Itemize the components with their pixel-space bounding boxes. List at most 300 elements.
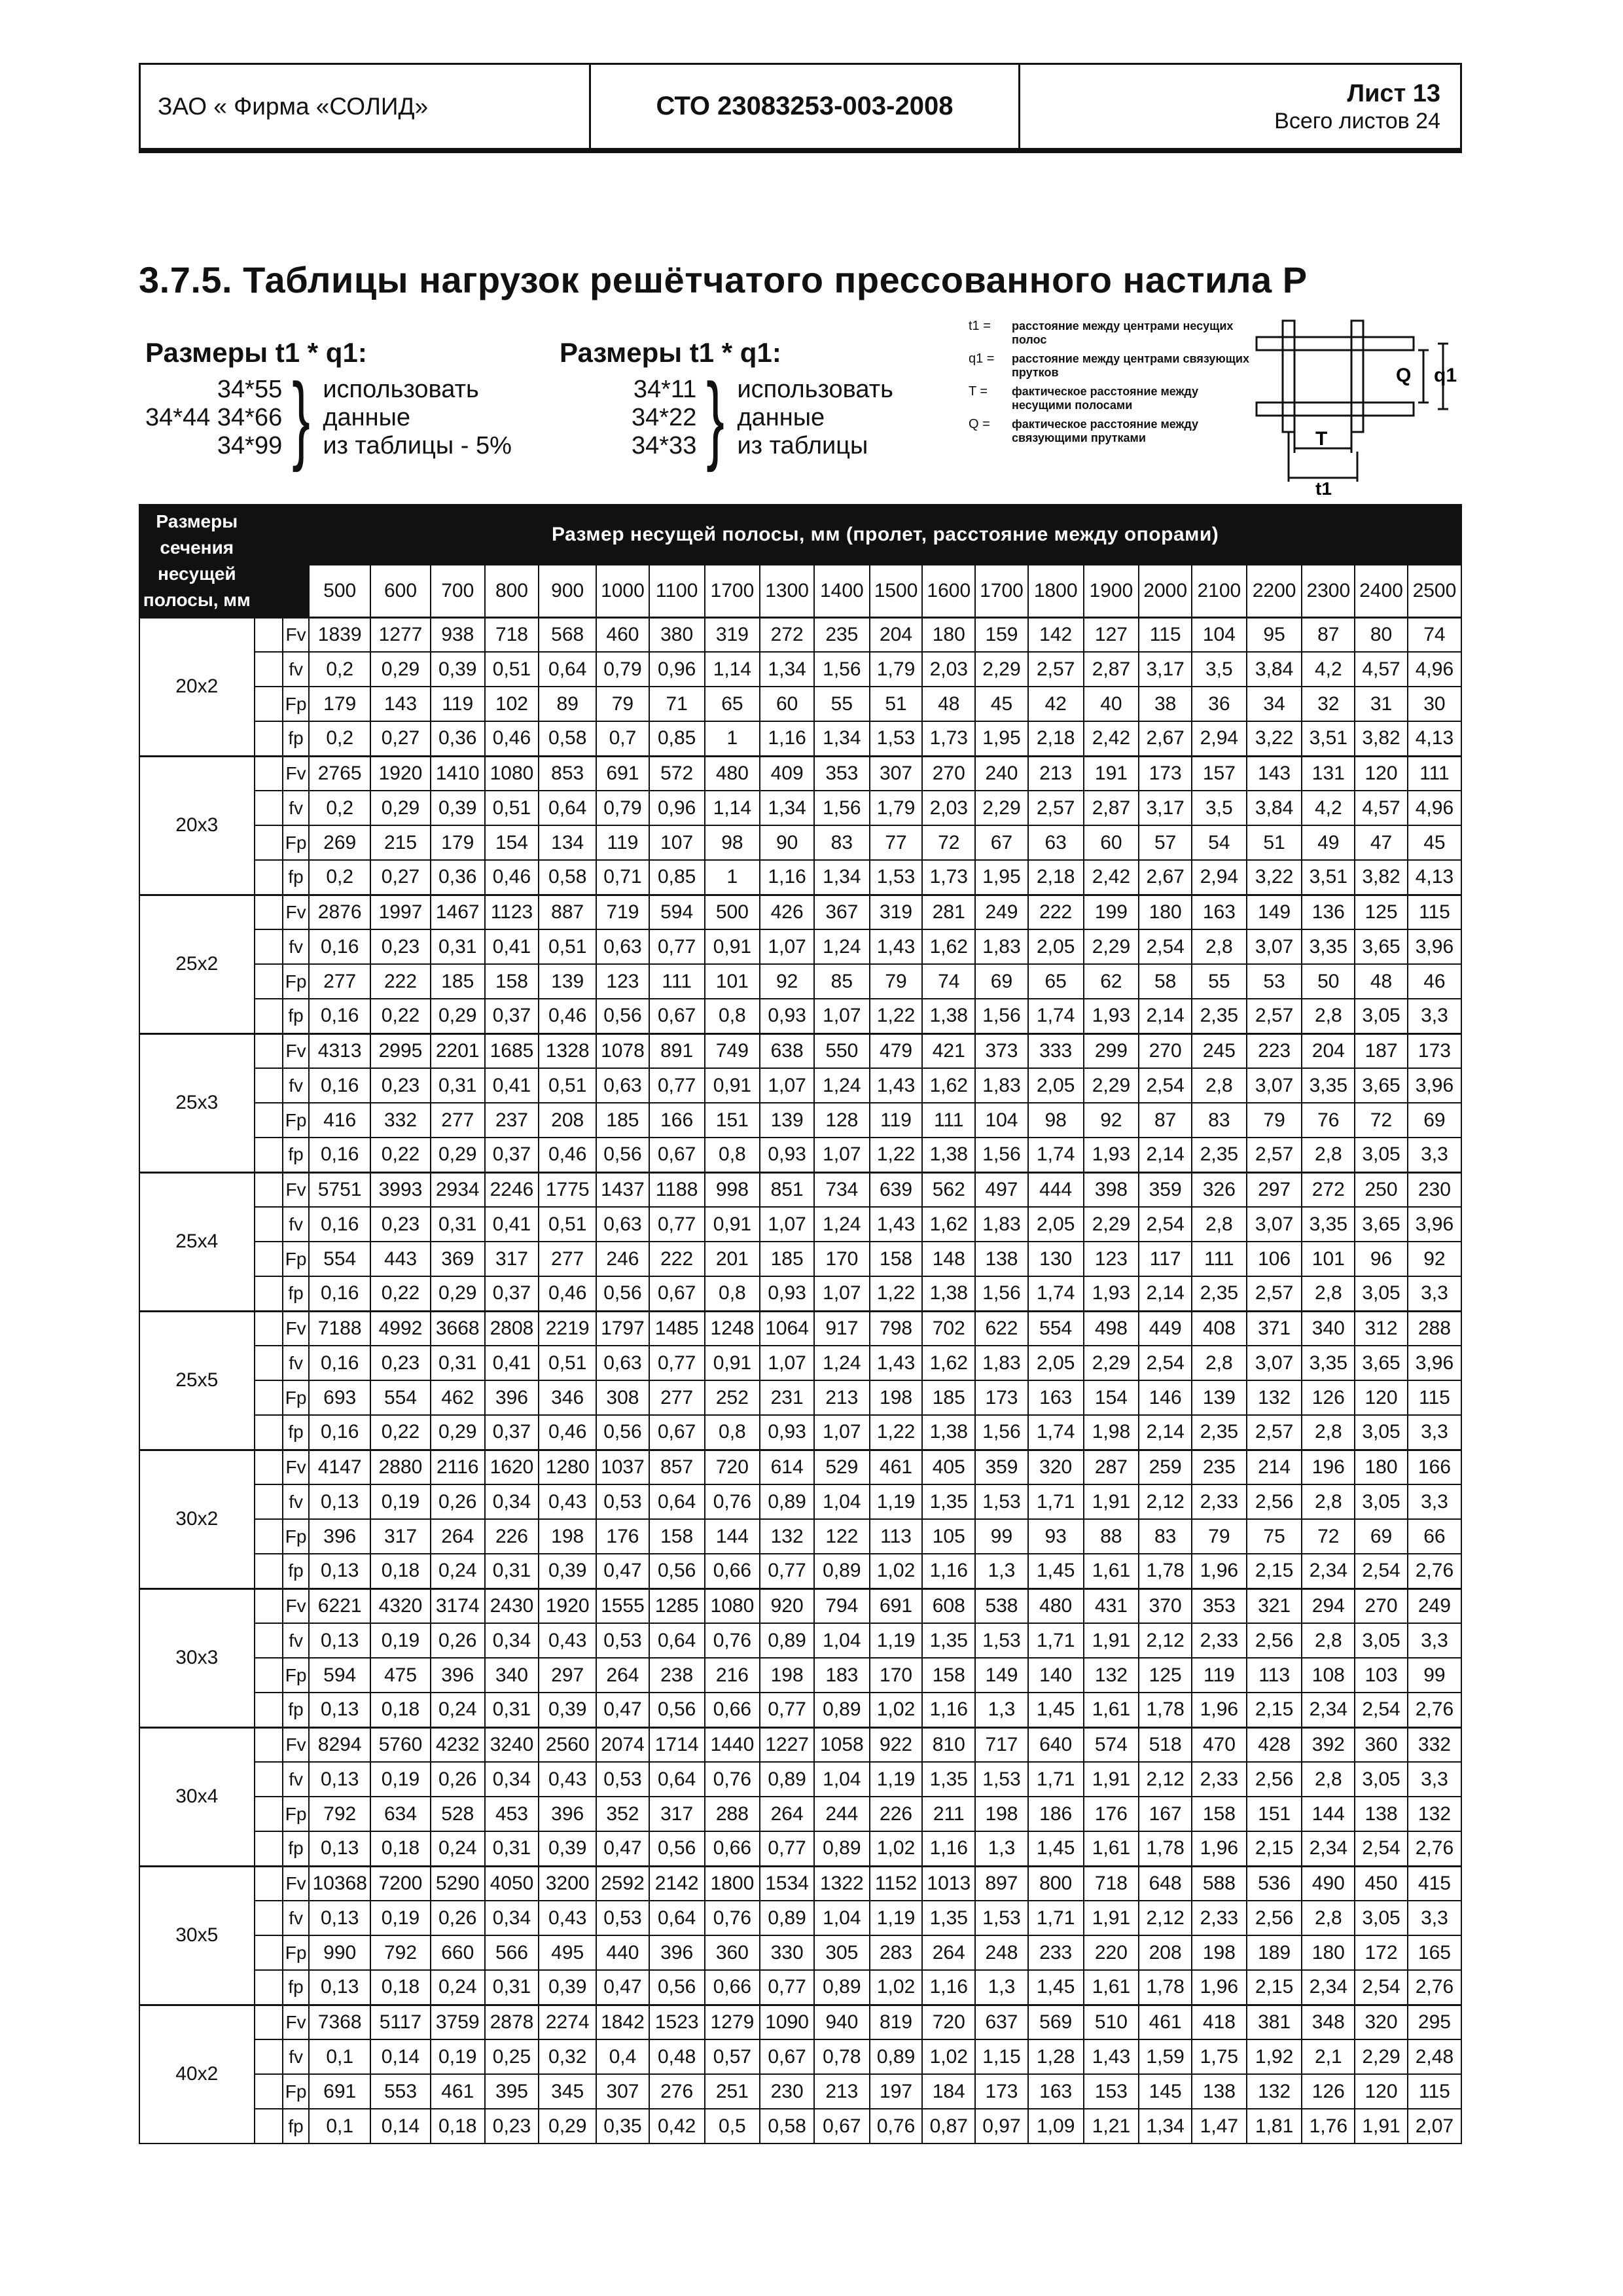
value-cell: 199	[1084, 895, 1139, 929]
value-cell: 158	[485, 964, 539, 999]
value-cell: 101	[1302, 1242, 1355, 1276]
value-cell: 2,54	[1139, 1346, 1192, 1380]
value-cell: 173	[1139, 756, 1192, 791]
span-length-cell: 1700	[975, 565, 1028, 617]
value-cell: 1,47	[1192, 2109, 1247, 2144]
value-cell: 2592	[596, 1866, 649, 1901]
value-cell: 2,35	[1192, 1415, 1247, 1450]
value-cell: 428	[1247, 1727, 1302, 1762]
note-line: использовать	[737, 375, 893, 403]
value-cell: 7368	[309, 2005, 370, 2039]
load-type-cell: fv	[283, 652, 309, 687]
value-cell: 222	[649, 1242, 705, 1276]
value-cell: 250	[1355, 1172, 1408, 1207]
value-cell: 562	[922, 1172, 975, 1207]
value-cell: 0,2	[309, 652, 370, 687]
value-cell: 2,14	[1139, 999, 1192, 1033]
table-row	[139, 687, 1461, 721]
table-row	[139, 1276, 1461, 1311]
value-cell: 233	[1028, 1935, 1084, 1970]
value-cell: 185	[431, 964, 485, 999]
section-size-cell: 30x5	[139, 1866, 255, 2005]
value-cell: 0,34	[485, 1484, 539, 1519]
value-cell: 2,54	[1139, 1207, 1192, 1242]
value-cell: 0,51	[539, 1346, 596, 1380]
value-cell: 0,89	[760, 1623, 814, 1658]
value-cell: 345	[539, 2074, 596, 2109]
value-cell: 5751	[309, 1172, 370, 1207]
value-cell: 123	[1084, 1242, 1139, 1276]
value-cell: 0,58	[539, 721, 596, 756]
value-cell: 99	[1408, 1658, 1461, 1693]
load-type-cell: Fv	[283, 1311, 309, 1346]
value-cell: 853	[539, 756, 596, 791]
value-cell: 1523	[649, 2005, 705, 2039]
value-cell: 4,96	[1408, 652, 1461, 687]
load-type-cell: Fv	[283, 617, 309, 652]
value-cell: 0,67	[649, 999, 705, 1033]
value-cell: 0,63	[596, 1068, 649, 1103]
value-cell: 42	[1028, 687, 1084, 721]
value-cell: 131	[1302, 756, 1355, 791]
value-cell: 0,24	[431, 1693, 485, 1727]
value-cell: 416	[309, 1103, 370, 1138]
value-cell: 0,53	[596, 1901, 649, 1935]
table-row	[139, 1935, 1461, 1970]
span-length-cell: 1600	[922, 565, 975, 617]
load-type-cell: fp	[283, 999, 309, 1033]
load-type-cell: Fv	[283, 1866, 309, 1901]
blank-cell	[255, 721, 283, 756]
value-cell: 3,65	[1355, 929, 1408, 964]
value-cell: 222	[1028, 895, 1084, 929]
load-type-cell: fp	[283, 721, 309, 756]
load-type-cell: Fv	[283, 756, 309, 791]
value-cell: 159	[975, 617, 1028, 652]
value-cell: 208	[539, 1103, 596, 1138]
value-cell: 0,14	[370, 2109, 431, 2144]
table-row	[139, 617, 1461, 652]
value-cell: 238	[649, 1658, 705, 1693]
value-cell: 380	[649, 617, 705, 652]
value-cell: 204	[870, 617, 923, 652]
blank-cell	[255, 1450, 283, 1484]
value-cell: 3174	[431, 1588, 485, 1623]
value-cell: 440	[596, 1935, 649, 1970]
value-cell: 1,62	[922, 1346, 975, 1380]
value-cell: 204	[1302, 1033, 1355, 1068]
value-cell: 330	[760, 1935, 814, 1970]
value-cell: 0,76	[705, 1762, 760, 1797]
value-cell: 230	[1408, 1172, 1461, 1207]
value-cell: 702	[922, 1311, 975, 1346]
value-cell: 119	[431, 687, 485, 721]
value-cell: 3,3	[1408, 1138, 1461, 1172]
value-cell: 213	[1028, 756, 1084, 791]
blank-cell	[255, 1207, 283, 1242]
value-cell: 0,18	[370, 1693, 431, 1727]
size-block-heading: Размеры t1 * q1:	[145, 337, 367, 368]
value-cell: 1685	[485, 1033, 539, 1068]
value-cell: 528	[431, 1797, 485, 1831]
value-cell: 3,96	[1408, 1346, 1461, 1380]
value-cell: 734	[814, 1172, 870, 1207]
value-cell: 0,47	[596, 1554, 649, 1588]
value-cell: 0,22	[370, 999, 431, 1033]
value-cell: 0,29	[370, 791, 431, 825]
value-cell: 0,56	[649, 1554, 705, 1588]
value-cell: 142	[1028, 617, 1084, 652]
value-cell: 639	[870, 1172, 923, 1207]
value-cell: 0,22	[370, 1276, 431, 1311]
blank-cell	[255, 687, 283, 721]
table-row	[139, 1380, 1461, 1415]
value-cell: 4,57	[1355, 791, 1408, 825]
value-cell: 0,89	[814, 1693, 870, 1727]
value-cell: 353	[814, 756, 870, 791]
value-cell: 151	[705, 1103, 760, 1138]
brace-icon: }	[292, 363, 311, 473]
load-type-cell: Fv	[283, 2005, 309, 2039]
value-cell: 0,16	[309, 1276, 370, 1311]
value-cell: 113	[870, 1519, 923, 1554]
value-cell: 1248	[705, 1311, 760, 1346]
value-cell: 149	[975, 1658, 1028, 1693]
value-cell: 0,89	[760, 1762, 814, 1797]
table-row	[139, 1797, 1461, 1831]
value-cell: 231	[760, 1380, 814, 1415]
value-cell: 1,83	[975, 929, 1028, 964]
value-cell: 1,71	[1028, 1484, 1084, 1519]
value-cell: 0,58	[539, 860, 596, 895]
load-type-cell: fv	[283, 1762, 309, 1797]
value-cell: 1064	[760, 1311, 814, 1346]
value-cell: 123	[596, 964, 649, 999]
value-cell: 1,34	[814, 721, 870, 756]
value-cell: 96	[1355, 1242, 1408, 1276]
value-cell: 594	[649, 895, 705, 929]
load-type-cell: fp	[283, 1693, 309, 1727]
value-cell: 198	[1192, 1935, 1247, 1970]
value-cell: 173	[975, 2074, 1028, 2109]
value-cell: 1,83	[975, 1346, 1028, 1380]
value-cell: 4313	[309, 1033, 370, 1068]
value-cell: 1322	[814, 1866, 870, 1901]
value-cell: 3,05	[1355, 1762, 1408, 1797]
value-cell: 453	[485, 1797, 539, 1831]
load-type-cell: Fp	[283, 1380, 309, 1415]
legend-text: фактическое расстояние между несущими полосами	[1012, 385, 1198, 412]
value-cell: 5290	[431, 1866, 485, 1901]
value-cell: 74	[1408, 617, 1461, 652]
legend-symbol: t1 =	[969, 319, 991, 333]
value-cell: 3759	[431, 2005, 485, 2039]
value-cell: 0,71	[596, 860, 649, 895]
value-cell: 720	[922, 2005, 975, 2039]
value-cell: 85	[814, 964, 870, 999]
blank-cell	[255, 652, 283, 687]
value-cell: 0,13	[309, 1484, 370, 1519]
span-length-cell: 800	[485, 565, 539, 617]
value-cell: 2,05	[1028, 1346, 1084, 1380]
value-cell: 62	[1084, 964, 1139, 999]
value-cell: 1,78	[1139, 1831, 1192, 1866]
table-row	[139, 1207, 1461, 1242]
value-cell: 111	[1408, 756, 1461, 791]
value-cell: 60	[760, 687, 814, 721]
value-cell: 2,34	[1302, 1554, 1355, 1588]
value-cell: 128	[814, 1103, 870, 1138]
value-cell: 249	[1408, 1588, 1461, 1623]
value-cell: 0,37	[485, 1276, 539, 1311]
value-cell: 3,07	[1247, 1207, 1302, 1242]
load-type-cell: fv	[283, 1901, 309, 1935]
value-cell: 2,94	[1192, 860, 1247, 895]
span-length-cell: 2200	[1247, 565, 1302, 617]
value-cell: 594	[309, 1658, 370, 1693]
table-corner-header: Размеры сечения несущей полосы, мм	[139, 505, 255, 617]
value-cell: 3,22	[1247, 721, 1302, 756]
value-cell: 396	[309, 1519, 370, 1554]
value-cell: 497	[975, 1172, 1028, 1207]
span-header: Размер несущей полосы, мм (пролет, расстояние между опорами)	[309, 505, 1461, 565]
value-cell: 92	[760, 964, 814, 999]
value-cell: 4,2	[1302, 791, 1355, 825]
value-cell: 566	[485, 1935, 539, 1970]
value-cell: 3,96	[1408, 929, 1461, 964]
blank-cell	[255, 2109, 283, 2144]
value-cell: 92	[1084, 1103, 1139, 1138]
value-cell: 0,77	[649, 1207, 705, 1242]
blank-cell	[255, 1797, 283, 1831]
value-cell: 51	[870, 687, 923, 721]
value-cell: 2,35	[1192, 1276, 1247, 1311]
value-cell: 2,35	[1192, 1138, 1247, 1172]
size-block-1	[145, 337, 512, 473]
value-cell: 0,67	[649, 1138, 705, 1172]
value-cell: 500	[705, 895, 760, 929]
value-cell: 0,16	[309, 1068, 370, 1103]
value-cell: 922	[870, 1727, 923, 1762]
value-cell: 0,39	[539, 1693, 596, 1727]
value-cell: 183	[814, 1658, 870, 1693]
blank-cell	[255, 1935, 283, 1970]
legend-item	[969, 418, 1257, 445]
value-cell: 0,91	[705, 929, 760, 964]
value-cell: 2,12	[1139, 1901, 1192, 1935]
value-cell: 0,51	[539, 1207, 596, 1242]
value-cell: 3,3	[1408, 1276, 1461, 1311]
value-cell: 1,74	[1028, 999, 1084, 1033]
value-cell: 0,31	[485, 1693, 539, 1727]
value-cell: 122	[814, 1519, 870, 1554]
value-cell: 72	[1355, 1103, 1408, 1138]
value-cell: 443	[370, 1242, 431, 1276]
value-cell: 277	[309, 964, 370, 999]
table-row	[139, 999, 1461, 1033]
value-cell: 0,51	[485, 652, 539, 687]
value-cell: 213	[814, 1380, 870, 1415]
value-cell: 1,3	[975, 1831, 1028, 1866]
value-cell: 717	[975, 1727, 1028, 1762]
value-cell: 0,46	[539, 999, 596, 1033]
blank-cell	[255, 2074, 283, 2109]
value-cell: 332	[1408, 1727, 1461, 1762]
blank-cell	[255, 1346, 283, 1380]
value-cell: 3,51	[1302, 860, 1355, 895]
value-cell: 405	[922, 1450, 975, 1484]
value-cell: 2274	[539, 2005, 596, 2039]
value-cell: 0,97	[975, 2109, 1028, 2144]
value-cell: 0,41	[485, 1346, 539, 1380]
value-cell: 800	[1028, 1866, 1084, 1901]
value-cell: 34	[1247, 687, 1302, 721]
value-cell: 40	[1084, 687, 1139, 721]
value-cell: 132	[1408, 1797, 1461, 1831]
value-cell: 0,77	[649, 1346, 705, 1380]
value-cell: 1,21	[1084, 2109, 1139, 2144]
brace-icon: }	[706, 363, 725, 473]
value-cell: 0,31	[431, 1346, 485, 1380]
value-cell: 3,5	[1192, 652, 1247, 687]
value-cell: 2,8	[1302, 1762, 1355, 1797]
value-cell: 297	[539, 1658, 596, 1693]
value-cell: 1037	[596, 1450, 649, 1484]
value-cell: 222	[370, 964, 431, 999]
value-cell: 0,79	[596, 652, 649, 687]
value-cell: 1	[705, 721, 760, 756]
value-cell: 186	[1028, 1797, 1084, 1831]
value-cell: 176	[1084, 1797, 1139, 1831]
value-cell: 990	[309, 1935, 370, 1970]
value-cell: 0,77	[760, 1970, 814, 2005]
blank-cell	[255, 1068, 283, 1103]
span-length-cell: 500	[309, 565, 370, 617]
value-cell: 1485	[649, 1311, 705, 1346]
value-cell: 1,62	[922, 1207, 975, 1242]
value-cell: 244	[814, 1797, 870, 1831]
value-cell: 2,57	[1028, 652, 1084, 687]
value-cell: 111	[922, 1103, 975, 1138]
value-cell: 1,43	[870, 1068, 923, 1103]
value-cell: 0,47	[596, 1693, 649, 1727]
value-cell: 810	[922, 1727, 975, 1762]
load-type-cell: Fp	[283, 687, 309, 721]
value-cell: 480	[705, 756, 760, 791]
value-cell: 2,18	[1028, 721, 1084, 756]
table-row	[139, 1415, 1461, 1450]
value-cell: 2,34	[1302, 1831, 1355, 1866]
value-cell: 288	[1408, 1311, 1461, 1346]
value-cell: 1,3	[975, 1554, 1028, 1588]
value-cell: 299	[1084, 1033, 1139, 1068]
load-type-cell: fv	[283, 2039, 309, 2074]
value-cell: 294	[1302, 1588, 1355, 1623]
value-cell: 321	[1247, 1588, 1302, 1623]
value-cell: 518	[1139, 1727, 1192, 1762]
value-cell: 1,92	[1247, 2039, 1302, 2074]
value-cell: 136	[1302, 895, 1355, 929]
value-cell: 249	[975, 895, 1028, 929]
value-cell: 0,31	[431, 1207, 485, 1242]
value-cell: 0,89	[814, 1970, 870, 2005]
value-cell: 0,64	[649, 1762, 705, 1797]
value-cell: 79	[870, 964, 923, 999]
value-cell: 1842	[596, 2005, 649, 2039]
value-cell: 0,51	[485, 791, 539, 825]
value-cell: 1,04	[814, 1623, 870, 1658]
value-cell: 3,65	[1355, 1068, 1408, 1103]
value-cell: 3,3	[1408, 1415, 1461, 1450]
value-cell: 819	[870, 2005, 923, 2039]
value-cell: 431	[1084, 1588, 1139, 1623]
value-cell: 132	[1084, 1658, 1139, 1693]
value-cell: 179	[431, 825, 485, 860]
value-cell: 1,56	[975, 999, 1028, 1033]
value-cell: 98	[705, 825, 760, 860]
value-cell: 1,96	[1192, 1693, 1247, 1727]
table-row	[139, 1623, 1461, 1658]
value-cell: 2,42	[1084, 860, 1139, 895]
value-cell: 1,53	[975, 1484, 1028, 1519]
value-cell: 691	[596, 756, 649, 791]
blank-cell	[255, 617, 283, 652]
value-cell: 0,46	[539, 1276, 596, 1311]
load-type-cell: Fv	[283, 1450, 309, 1484]
table-row	[139, 895, 1461, 929]
value-cell: 0,22	[370, 1138, 431, 1172]
value-cell: 0,16	[309, 1207, 370, 1242]
value-cell: 264	[760, 1797, 814, 1831]
value-cell: 0,31	[485, 1970, 539, 2005]
value-cell: 191	[1084, 756, 1139, 791]
table-row	[139, 1970, 1461, 2005]
value-cell: 917	[814, 1311, 870, 1346]
value-cell: 0,46	[539, 1415, 596, 1450]
value-cell: 415	[1408, 1866, 1461, 1901]
value-cell: 90	[760, 825, 814, 860]
value-cell: 0,89	[760, 1901, 814, 1935]
value-cell: 0,79	[596, 791, 649, 825]
value-cell: 75	[1247, 1519, 1302, 1554]
value-cell: 693	[309, 1380, 370, 1415]
value-cell: 371	[1247, 1311, 1302, 1346]
value-cell: 126	[1302, 1380, 1355, 1415]
value-cell: 320	[1355, 2005, 1408, 2039]
value-cell: 568	[539, 617, 596, 652]
value-cell: 87	[1302, 617, 1355, 652]
value-cell: 288	[705, 1797, 760, 1831]
value-cell: 2,48	[1408, 2039, 1461, 2074]
value-cell: 277	[431, 1103, 485, 1138]
value-cell: 510	[1084, 2005, 1139, 2039]
load-type-cell: Fp	[283, 964, 309, 999]
value-cell: 173	[975, 1380, 1028, 1415]
load-type-cell: Fp	[283, 1242, 309, 1276]
value-cell: 396	[649, 1935, 705, 1970]
value-cell: 5760	[370, 1727, 431, 1762]
value-cell: 76	[1302, 1103, 1355, 1138]
value-cell: 140	[1028, 1658, 1084, 1693]
value-cell: 0,56	[596, 1415, 649, 1450]
value-cell: 0,53	[596, 1623, 649, 1658]
value-cell: 1,16	[922, 1554, 975, 1588]
value-cell: 144	[705, 1519, 760, 1554]
value-cell: 119	[596, 825, 649, 860]
value-cell: 1,3	[975, 1970, 1028, 2005]
value-cell: 1152	[870, 1866, 923, 1901]
document-header	[139, 63, 1462, 153]
